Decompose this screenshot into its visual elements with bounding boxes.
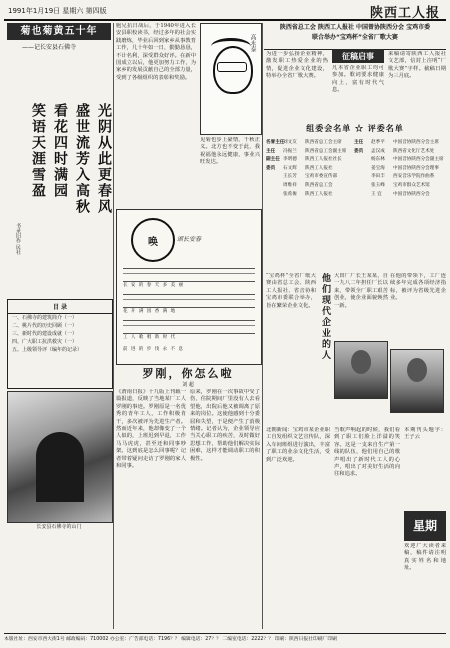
list-unit: 陕西省总工会: [305, 182, 333, 188]
subheadline: ——记长安县石佛寺: [22, 44, 77, 51]
song-lyric: 花 开 满 园 香 满 地: [123, 309, 177, 314]
call-for-entries-banner: 征稿启事: [332, 49, 384, 63]
committee-list: [266, 139, 352, 269]
list-name: 王长芳: [283, 174, 297, 180]
stamp-text: 唤: [148, 237, 158, 248]
page-footer: 本版社址：西安市西大街1号 邮政编码：710002 办公室：广告部电话：7196？？ 编辑电话：27？？ 二编室电话：2222？？ 印刷：陕西日报社印刷厂印刷: [4, 633, 446, 645]
list-item: [266, 139, 352, 148]
list-name: 张希俊: [283, 191, 297, 197]
article-author: 刘 超: [182, 382, 194, 388]
list-name: 李明德: [283, 157, 297, 163]
music-staff: [123, 268, 255, 282]
list-unit: 中国音协陕西分会副主席: [393, 157, 444, 163]
contest-header: [264, 23, 446, 50]
toc-item: 四、广大职工抗洪救灾（一）: [12, 339, 78, 345]
list-unit: 陕西工人报社社长: [305, 157, 342, 163]
headline-banner: 菊也菊黄五十年: [7, 23, 111, 40]
list-name: 王 宜: [371, 191, 382, 197]
list-item: [354, 139, 446, 148]
list-item: [266, 173, 352, 182]
newspaper-page: [4, 3, 446, 645]
judges-list: [354, 139, 446, 269]
calligraphy-signature: 书录旧作 民社: [15, 223, 21, 255]
song-lyric: 工 人 歌 唱 新 时 代: [123, 335, 177, 340]
article-body: 大田厂厂长王某某，自一九八二年担任厂长以来，带领全厂职工艰苦创业，使企业面貌焕然一新。: [334, 273, 388, 309]
feature-title: 他们现代企业的人: [320, 273, 330, 361]
calligraphy-poem: [8, 103, 116, 303]
article-body: 本期刊头题字：王子云: [404, 427, 446, 441]
photo-caption: 长安县石佛寺的山门: [36, 524, 82, 530]
article-title: 罗刚，你怎么啦: [142, 367, 234, 380]
list-item: [266, 191, 352, 200]
list-unit: 中国音协陕西分会理事: [393, 165, 439, 171]
song-sheet: [116, 209, 262, 365]
article-body: 在他的带领下，工厂连续多年完成各项经济指标，被评为省级先进企业。: [390, 273, 446, 302]
list-unit: 中国音协陕西分会: [393, 191, 430, 197]
toc-item: 三、新时代的建设成就（一）: [12, 331, 78, 337]
weekly-banner: 星期: [404, 511, 446, 541]
article-body: “宝鸡杯”全省厂歌大赛由省总工会、陕西工人报社、省音协和宝鸡市委联合举办，旨在繁荣企业文化。: [266, 273, 316, 309]
article-body: 欢迎广大读者来稿，稿件请注明真实姓名和地址。: [404, 543, 446, 572]
list-role: 主任: [354, 140, 364, 145]
song-lyric: 前 进 的 步 伐 永 不 息: [123, 347, 185, 352]
newspaper-title: 陕西工人报: [369, 6, 440, 21]
calligraphy-line: 笑语天涯雪盈: [30, 103, 46, 199]
stamp-seal: [131, 218, 175, 262]
list-unit: 陕西工人报社: [305, 165, 333, 171]
list-role: 副主任: [266, 157, 280, 163]
portrait-photo: [390, 349, 444, 413]
list-name: 刘文友: [283, 140, 297, 145]
list-role: 名誉主任: [266, 140, 285, 145]
list-name: 石文辉: [283, 165, 297, 171]
list-role: 委员: [354, 148, 364, 154]
list-item: [354, 173, 446, 182]
calligraphy-line: 看花四时满园: [52, 103, 68, 199]
toc-item: 一、石佛寺的建筑简介（一）: [12, 315, 78, 321]
list-item: [266, 156, 352, 165]
list-unit: 中国音协陕西分会主席: [393, 140, 439, 145]
article-body: 北朝新闻：宝鸡市某企业职工自发组织文艺宣传队，深入车间班组进行演出，丰富了职工的业余文化生活，受到广泛欢迎。: [266, 427, 330, 463]
list-unit: 宝鸡市委宣传部: [305, 174, 338, 180]
song-title: 颂长安春: [177, 236, 202, 243]
sketch-name: 高永泰: [249, 34, 256, 52]
contest-name: 联合举办“宝鸡杯”全省厂歌大赛: [312, 34, 398, 41]
list-unit: 陕西省总工会副主席: [305, 148, 347, 154]
calligraphy-line: 盛世流芳入高秋: [74, 103, 90, 215]
article-body: 当歌声响起的时候，我们看到了职工们脸上洋溢的笑容。这是一支来自生产第一线的队伍，他们用自己的歌声唱出了新时代工人的心声，唱出了对美好生活的向往和追求。: [334, 427, 400, 478]
music-staff: [123, 294, 255, 308]
article-body: 凡本省企业职工均可参加。歌词要求健康向上，富有时代气息。: [332, 65, 384, 94]
article-body: 原来，罗刚在一次事故中受了伤，住院期间厂里没有人去看望他，出院后他又被调离了原来的岗位。这使他感到十分委屈和失望，于是便产生了消极情绪。记者认为，企业领导应当关心职工的疾苦，及时做好思想工作，帮助他们解决实际困难，这样才能调动职工的积极性。: [190, 389, 260, 462]
list-unit: 西安音乐学院作曲系: [393, 174, 435, 180]
article-body: 胞兄抗日战后，于1940年进入长安县职校读书，经过多年的社会实践磨炼，毕业后回到家乡从事教育工作，几十年如一日，勤勤恳恳，不计名利，深受群众好评。在新中国成立以后，他更加努力工作，为家乡的发展贡献自己的全部力量，受到了各级组织的表彰和奖励。: [116, 23, 196, 81]
list-name: 杨东林: [371, 157, 385, 163]
temple-gate-photo: [7, 391, 113, 523]
song-lyric: 长 安 的 春 天 多 美 丽: [123, 283, 185, 288]
list-name: 周维祥: [283, 182, 297, 188]
list-item: [354, 148, 446, 157]
portrait-sketch: [200, 23, 262, 135]
list-item: [354, 156, 446, 165]
column-divider: [262, 23, 263, 629]
toc-heading: 目 录: [8, 300, 112, 314]
article-body: 见菊也步上豪情，千秋正义。北方也不变于此，我祝福他永远健康，事业兴旺发达。: [200, 137, 260, 166]
list-item: [354, 182, 446, 191]
list-name: 赵季平: [371, 140, 385, 145]
list-item: [266, 165, 352, 174]
list-name: 张玉峰: [371, 182, 385, 188]
column-divider: [113, 23, 114, 629]
list-item: [266, 148, 352, 157]
list-item: [266, 182, 352, 191]
table-of-contents: [7, 299, 113, 389]
sketch-glasses: [217, 62, 247, 72]
list-role: 委员: [266, 165, 276, 171]
list-unit: 陕西省文化厅艺术处: [393, 148, 435, 154]
list-name: 姜宝海: [371, 165, 385, 171]
music-staff: [123, 320, 255, 334]
article-body: 为进一步弘扬企业精神，激发职工热爱企业的热情，促进企业文化建设，特举办全省厂歌大赛。: [266, 51, 328, 80]
list-item: [354, 191, 446, 200]
list-name: 孟汉成: [371, 148, 385, 154]
lists-heading: 组委会名单 ☆ 评委名单: [306, 123, 404, 133]
toc-item: 二、桃片代的历史回顾（一）: [12, 323, 78, 329]
toc-item: 五、上级领导评（编年的记录）: [12, 347, 83, 353]
contest-organizers: 陕西省总工会 陕西工人报社 中国曾协陕西分会 宝鸡市委: [279, 24, 431, 31]
portrait-photo: [334, 341, 388, 399]
masthead: [4, 3, 446, 21]
issue-date: 1991年1月19日 星期六 第四版: [8, 7, 107, 15]
list-name: 李田丰: [371, 174, 385, 180]
list-name: 冯振兰: [283, 148, 297, 154]
list-unit: 陕西省总工会主席: [305, 140, 342, 145]
article-body: 《渭南日报》十九版上刊载一篇报道，反映了当地某厂工人罗刚的事迹。罗刚原是一名优秀的青年工人，工作积极肯干，多次被评为先进生产者。然而近年来，他却像变了一个人似的，上班迟到早退，工作马马虎虎，甚至还和同事吵架。这到底是怎么回事呢？记者带着疑问走访了罗刚的家人和同事。: [116, 389, 186, 470]
article-body: 来稿请寄陕西工人报社文艺部，信封上注明“厂歌大赛”字样。截稿日期为三月底。: [388, 51, 446, 80]
list-unit: 陕西工人报社: [305, 191, 333, 197]
list-role: 主任: [266, 148, 276, 154]
list-unit: 宝鸡市群众艺术馆: [393, 182, 430, 188]
calligraphy-line: 光阴从此更春风: [96, 103, 112, 215]
list-item: [354, 165, 446, 174]
